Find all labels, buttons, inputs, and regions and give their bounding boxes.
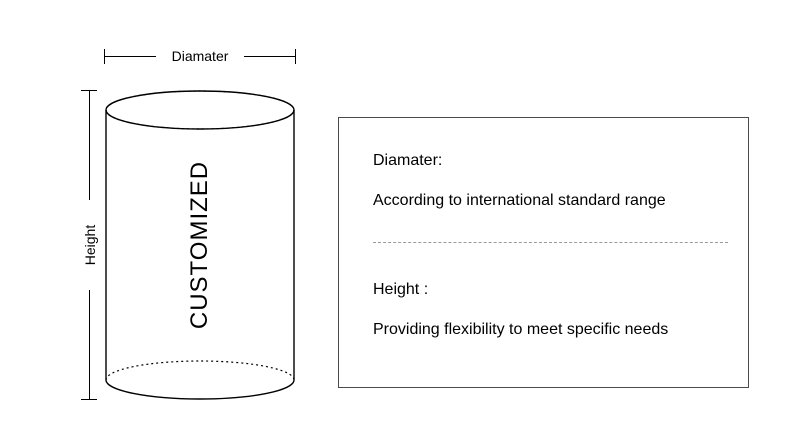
diameter-dimension	[104, 45, 296, 67]
height-spec-description: Providing flexibility to meet specific needs	[373, 321, 669, 338]
diameter-tick-right	[295, 49, 296, 64]
diameter-spec-term: Diamater:	[373, 152, 443, 169]
panel-divider	[373, 242, 728, 243]
height-spec-term: Height :	[373, 281, 429, 298]
diameter-line-left	[104, 56, 156, 57]
height-label: Height	[80, 221, 100, 269]
cylinder-illustration	[104, 88, 296, 402]
height-dimension	[78, 90, 102, 400]
height-line-top	[89, 90, 90, 200]
specification-panel	[338, 117, 749, 388]
height-tick-bottom	[81, 399, 97, 400]
height-spec-block	[373, 281, 728, 339]
diameter-line-right	[244, 56, 296, 57]
cylinder-body-label: CUSTOMIZED	[186, 160, 213, 330]
diameter-spec-description: According to international standard range	[373, 192, 666, 209]
diameter-label: Diamater	[168, 45, 233, 67]
height-line-bottom	[89, 290, 90, 400]
